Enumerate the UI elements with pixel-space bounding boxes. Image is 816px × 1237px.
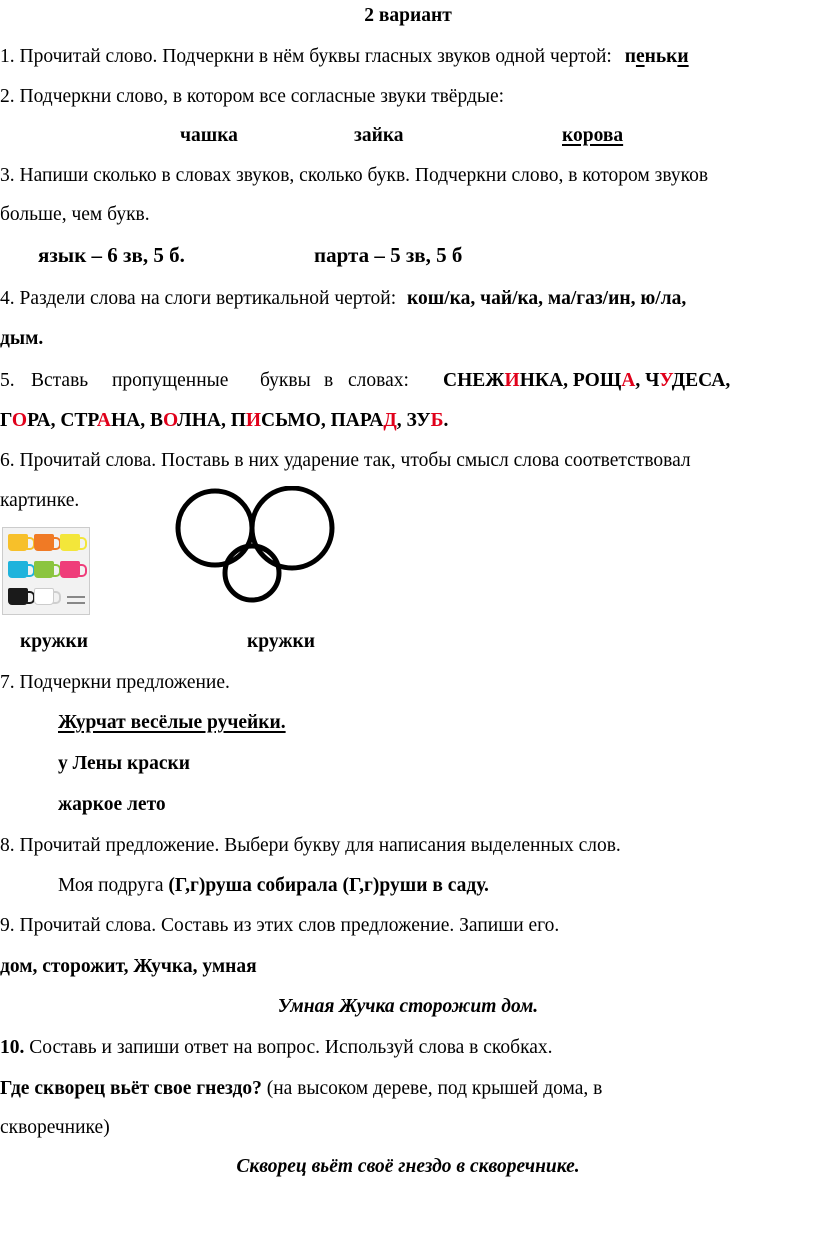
- q5-words-1: СНЕЖИНКА, РОЩА, ЧУДЕСА,: [443, 370, 731, 391]
- q7-text: 7. Подчеркни предложение.: [0, 672, 230, 693]
- q8-text: 8. Прочитай предложение. Выбери букву для написания выделенных слов.: [0, 835, 621, 856]
- q8-sentence: [58, 874, 489, 898]
- q5-word-2: пропущенные: [112, 370, 229, 391]
- q10-line: [0, 1036, 553, 1060]
- q4-line: [0, 287, 686, 311]
- q5-words-2: ГОРА, СТРАНА, ВОЛНА, ПИСЬМО, ПАРАД, ЗУБ.: [0, 410, 449, 431]
- q6-line-2: картинке.: [0, 490, 80, 511]
- q1-word: пеньки: [624, 46, 689, 67]
- q3-line-2: больше, чем букв.: [0, 204, 150, 225]
- q2-text: 2. Подчеркни слово, в котором все согласные звуки твёрдые:: [0, 86, 505, 107]
- q10-hint: (на высоком дереве, под крышей дома, в: [261, 1078, 603, 1099]
- mug-icon: [8, 561, 28, 578]
- q5-word-3: буквы: [260, 370, 311, 391]
- q10-hint-2: скворечнике): [0, 1117, 110, 1138]
- page-title: 2 вариант: [364, 5, 452, 26]
- q1-line: [0, 45, 689, 69]
- q10-question-line: [0, 1077, 602, 1101]
- mug-icon: [34, 588, 54, 605]
- mug-icon: [8, 534, 28, 551]
- q10-answer: Скворец вьёт своё гнездо в скворечнике.: [236, 1156, 580, 1177]
- q5-word-5: словах:: [348, 370, 409, 391]
- q2-word-1: чашка: [180, 125, 238, 146]
- caption-lines: [67, 602, 85, 604]
- q5-word-1: Вставь: [31, 370, 89, 391]
- q1-text: 1. Прочитай слово. Подчеркни в нём буквы гласных звуков одной чертой:: [0, 46, 612, 67]
- q9-words: дом, сторожит, Жучка, умная: [0, 956, 257, 977]
- mugs-image: [2, 527, 90, 615]
- circle-bottom-icon: [225, 546, 279, 600]
- q8-sentence-plain: Моя подруга: [58, 875, 169, 896]
- q6-line-1: 6. Прочитай слова. Поставь в них ударение так, чтобы смысл слова соответствовал: [0, 450, 691, 471]
- q5-num: 5.: [0, 370, 15, 391]
- mug-icon: [60, 534, 80, 551]
- q10-text: Составь и запиши ответ на вопрос. Используй слова в скобках.: [24, 1037, 553, 1058]
- circles-drawing: [170, 486, 350, 606]
- mug-icon: [8, 588, 28, 605]
- q9-answer: Умная Жучка сторожит дом.: [277, 996, 539, 1017]
- q4-answer: кош/ка, чай/ка, ма/газ/ин, ю/ла,: [407, 288, 687, 309]
- q2-word-3: корова: [562, 125, 624, 146]
- mug-icon: [60, 561, 80, 578]
- mug-icon: [34, 534, 54, 551]
- caption-lines: [67, 596, 85, 598]
- q9-text: 9. Прочитай слова. Составь из этих слов предложение. Запиши его.: [0, 915, 560, 936]
- q10-num: 10.: [0, 1037, 25, 1058]
- mug-icon: [34, 561, 54, 578]
- q4-answer-2: дым.: [0, 328, 44, 349]
- q3-answer-1: язык – 6 зв, 5 б.: [38, 243, 185, 267]
- q8-sentence-bold: (Г,г)руша собирала (Г,г)руши в саду.: [168, 875, 489, 896]
- circle-left-icon: [178, 491, 252, 565]
- q7-option-1: Журчат весёлые ручейки.: [58, 712, 286, 733]
- q7-option-3: жаркое лето: [58, 794, 166, 815]
- circle-right-icon: [252, 488, 332, 568]
- q7-option-2: у Лены краски: [58, 753, 190, 774]
- q3-answer-2: парта – 5 зв, 5 б: [314, 243, 463, 267]
- q3-line-1: 3. Напиши сколько в словах звуков, сколько букв. Подчеркни слово, в котором звуков: [0, 165, 709, 186]
- q5-word-4: в: [324, 370, 334, 391]
- q10-question: Где скворец вьёт свое гнездо?: [0, 1078, 262, 1099]
- q2-word-2: зайка: [354, 125, 404, 146]
- q4-text: 4. Раздели слова на слоги вертикальной чертой:: [0, 288, 397, 309]
- q6-label-2: кружки: [247, 631, 315, 652]
- q6-label-1: кружки: [20, 631, 88, 652]
